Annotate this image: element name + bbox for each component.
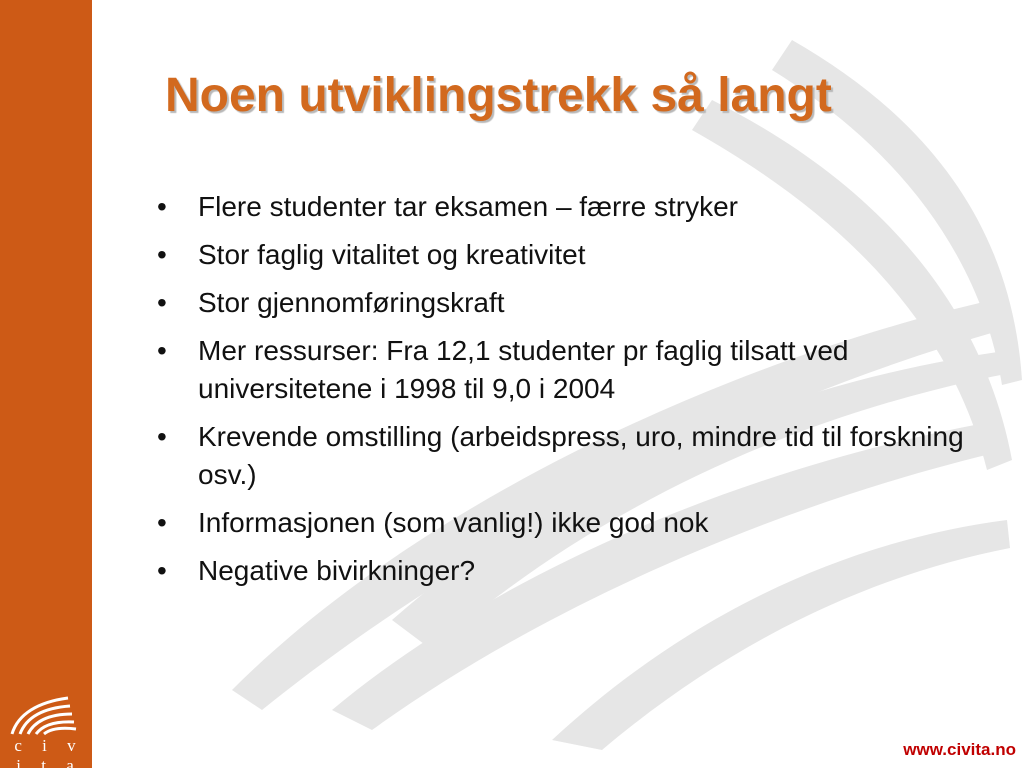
bullet-text: Stor faglig vitalitet og kreativitet: [198, 239, 586, 270]
footer-website-link[interactable]: www.civita.no: [903, 740, 1016, 759]
bullet-text: Negative bivirkninger?: [198, 555, 476, 586]
bullet-dot: •: [157, 555, 167, 586]
bullet-list: [155, 188, 975, 600]
bullet-dot: •: [157, 335, 167, 366]
bullet-item: [155, 504, 975, 542]
bullet-item: [155, 188, 975, 226]
bullet-dot: •: [157, 191, 167, 222]
logo-wordmark: c i v i t a: [14, 736, 84, 775]
bullet-item: [155, 418, 975, 494]
bullet-dot: •: [157, 507, 167, 538]
bullet-dot: •: [157, 239, 167, 270]
bullet-item: [155, 552, 975, 590]
bullet-dot: •: [157, 421, 167, 452]
bullet-item: [155, 236, 975, 274]
bullet-text: Flere studenter tar eksamen – færre stryker: [198, 191, 738, 222]
bullet-dot: •: [157, 287, 167, 318]
civita-wave-logo-icon: [8, 694, 80, 738]
bullet-text: Krevende omstilling (arbeidspress, uro, mindre tid til forskning osv.): [198, 421, 964, 490]
bullet-item: [155, 332, 975, 408]
bullet-text: Stor gjennomføringskraft: [198, 287, 505, 318]
brand-sidebar: [0, 0, 92, 775]
slide-title: Noen utviklingstrekk så langt: [165, 69, 832, 122]
bullet-item: [155, 284, 975, 322]
bullet-text: Informasjonen (som vanlig!) ikke god nok: [198, 507, 709, 538]
bullet-text: Mer ressurser: Fra 12,1 studenter pr faglig tilsatt ved universitetene i 1998 til 9,0 i 2004: [198, 335, 849, 404]
